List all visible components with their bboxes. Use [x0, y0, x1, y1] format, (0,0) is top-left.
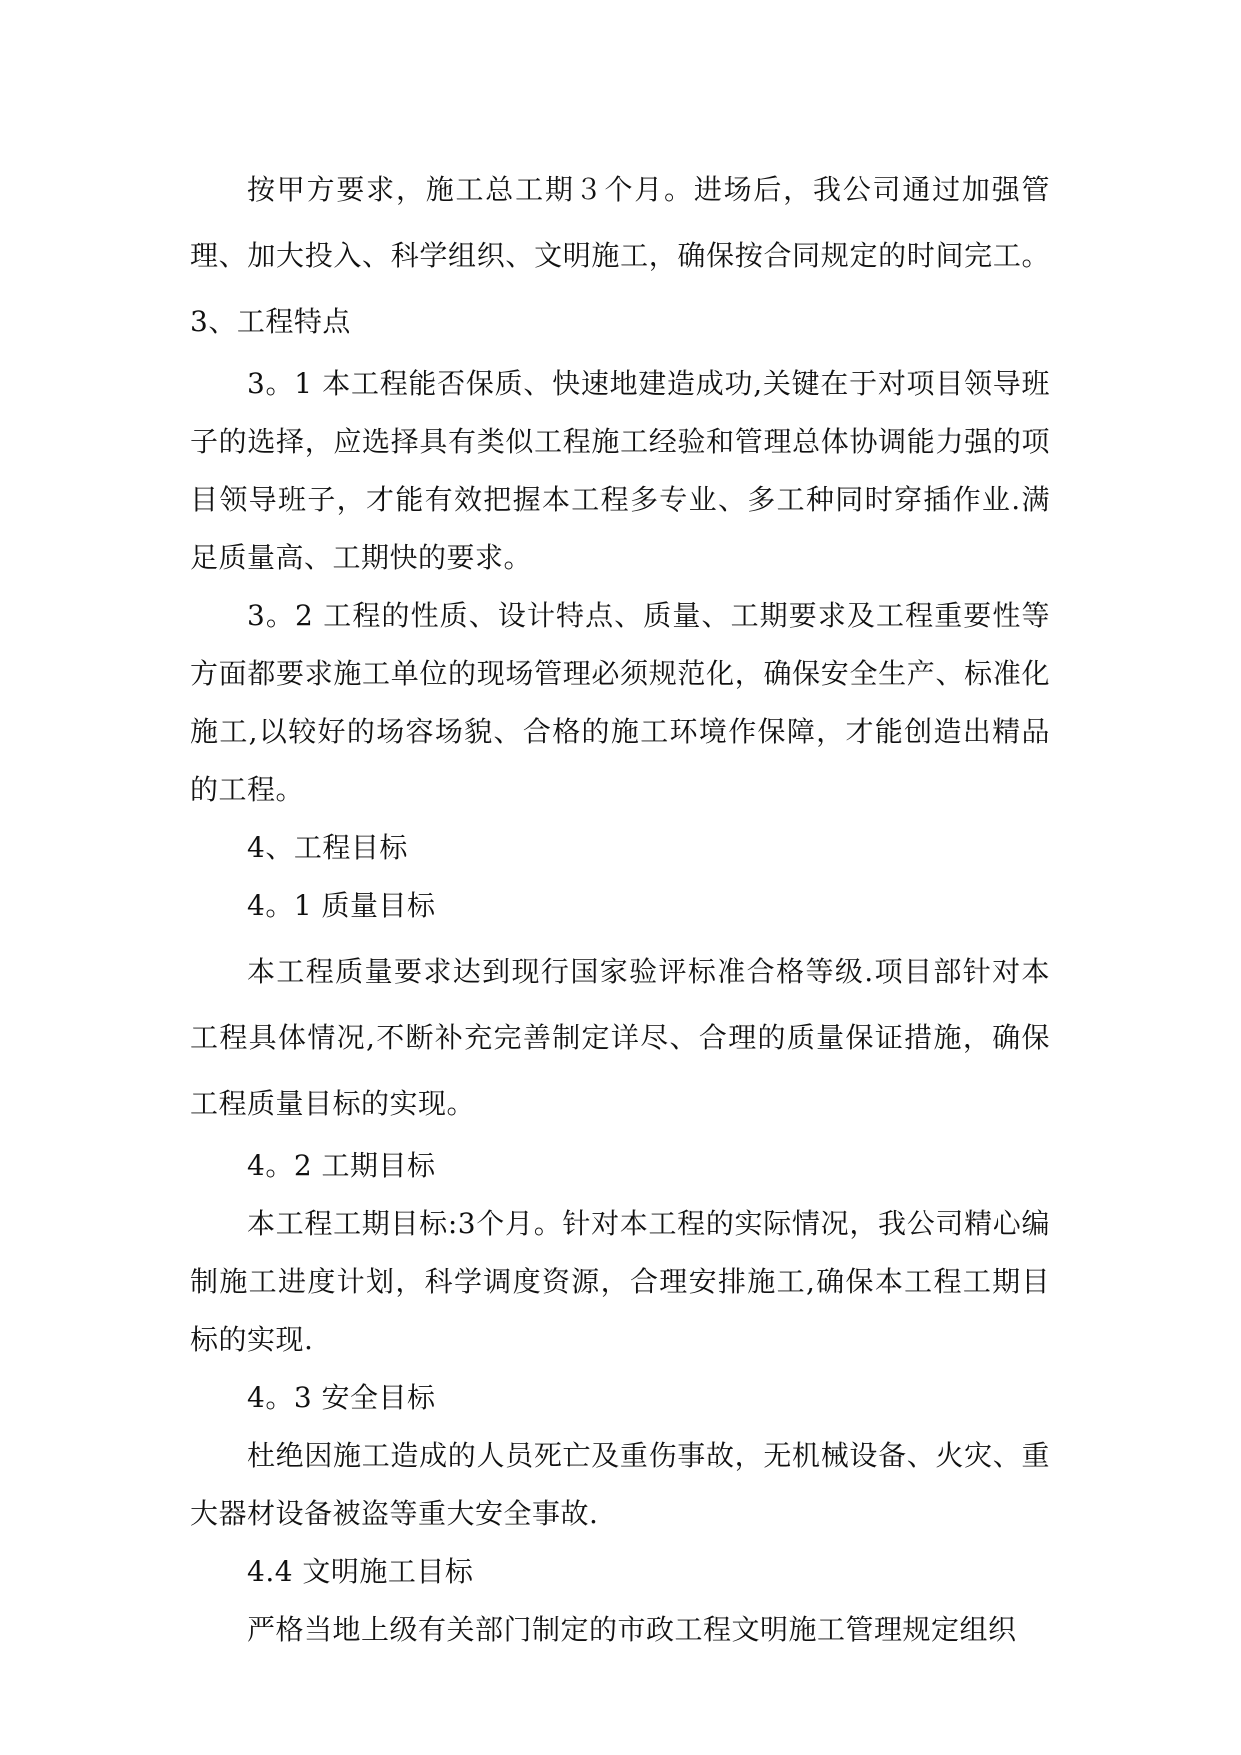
paragraph-civilized-construction-goal: 严格当地上级有关部门制定的市政工程文明施工管理规定组织 — [247, 1613, 1017, 1646]
paragraph-3-1: 3。1 本工程能否保质、快速地建造成功,关键在于对项目领导班子的选择，应选择具有类似工程施工经验和管理总体协调能力强的项目领导班子，才能有效把握本工程多专业、多工种同时穿插作业.满足质量高、工期快的要求。 — [190, 367, 1050, 574]
paragraph-quality-goal: 本工程质量要求达到现行国家验评标准合格等级.项目部针对本工程具体情况,不断补充完善制定详尽、合理的质量保证措施，确保工程质量目标的实现。 — [190, 955, 1050, 1120]
document-page — [190, 157, 1050, 1659]
heading-4-1-quality-goal: 4。1 质量目标 — [247, 889, 436, 922]
paragraph-safety-goal: 杜绝因施工造成的人员死亡及重伤事故，无机械设备、火灾、重大器材设备被盗等重大安全事故. — [190, 1439, 1050, 1530]
heading-4-4-civilized-construction-goal: 4.4 文明施工目标 — [247, 1555, 474, 1588]
paragraph-schedule-goal: 本工程工期目标:3个月。针对本工程的实际情况，我公司精心编制施工进度计划，科学调度资源，合理安排施工,确保本工程工期目标的实现. — [190, 1207, 1050, 1356]
heading-4-project-goals: 4、工程目标 — [247, 831, 408, 864]
paragraph-3-2: 3。2 工程的性质、设计特点、质量、工期要求及工程重要性等方面都要求施工单位的现场管理必须规范化，确保安全生产、标准化施工,以较好的场容场貌、合格的施工环境作保障，才能创造出精品的工程。 — [190, 599, 1050, 806]
heading-4-3-safety-goal: 4。3 安全目标 — [247, 1381, 436, 1414]
paragraph-construction-period: 按甲方要求，施工总工期３个月。进场后，我公司通过加强管理、加大投入、科学组织、文明施工，确保按合同规定的时间完工。3、工程特点 — [190, 173, 1050, 338]
heading-4-2-schedule-goal: 4。2 工期目标 — [247, 1149, 436, 1182]
